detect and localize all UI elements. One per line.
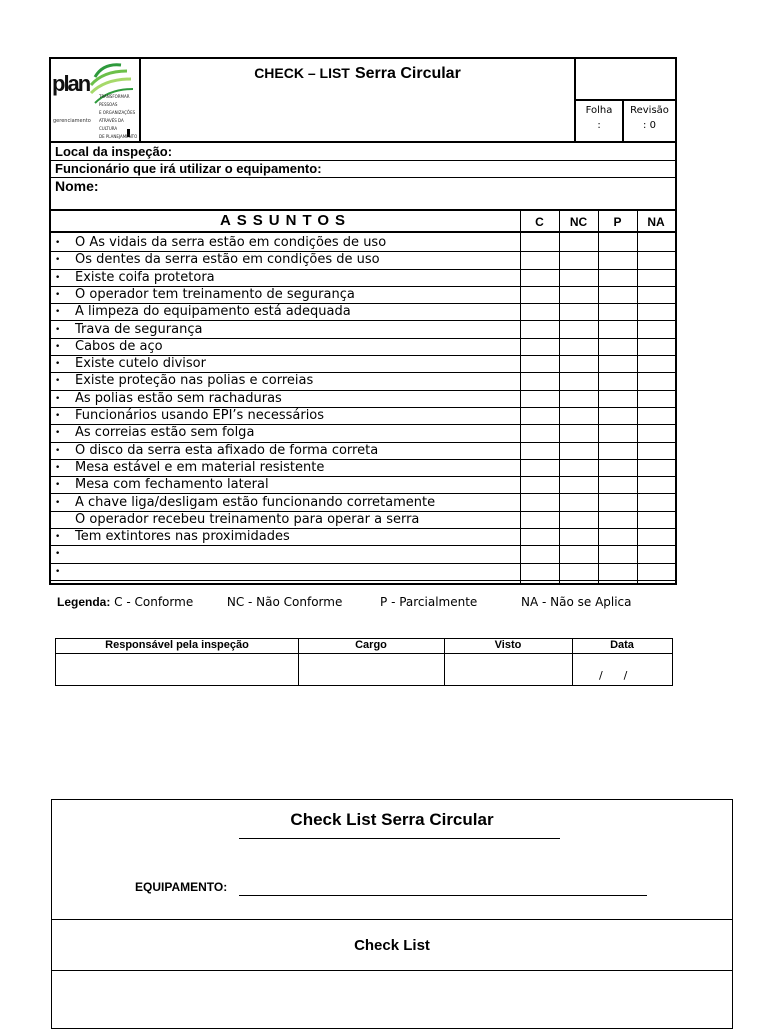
check-cell-nc[interactable] [560, 373, 598, 390]
check-cell-c[interactable] [521, 477, 559, 494]
bullet: • [55, 289, 61, 300]
check-cell-p[interactable] [599, 425, 637, 442]
legend-na: NA - Não se Aplica [520, 595, 632, 609]
check-cell-na[interactable] [638, 564, 675, 581]
check-cell-p[interactable] [599, 529, 637, 546]
check-cell-na[interactable] [638, 304, 675, 321]
legend [57, 595, 632, 609]
row-text: Funcionários usando EPI’s necessários [75, 408, 325, 423]
title-main: Serra Circular [354, 65, 461, 82]
row-text: Existe coifa protetora [75, 269, 215, 285]
legend-p: P - Parcialmente [380, 595, 478, 609]
logo-tagline: TRANSFORMAR PESSOAS E ORGANIZAÇÕES ATRAVÉS DA CULTURA DE PLANEJAMENTO [99, 94, 138, 139]
check-cell-c[interactable] [521, 235, 559, 252]
table-row [51, 408, 675, 425]
table-row [51, 443, 675, 460]
bullet: • [55, 393, 61, 404]
bullet: • [55, 566, 61, 577]
table-row [51, 287, 675, 304]
bullet: • [55, 272, 61, 283]
bullet: • [55, 324, 61, 335]
row-text: Os dentes da serra estão em condições de uso [75, 252, 380, 268]
bullet: • [55, 480, 61, 491]
row-text: Trava de segurança [75, 321, 203, 337]
bullet: • [55, 341, 61, 352]
row-text: O As vidais da serra estão em condições de uso [75, 235, 387, 250]
bullet: • [55, 307, 61, 318]
check-cell-c[interactable] [521, 373, 559, 390]
visto-input[interactable] [445, 654, 572, 685]
row-text: Mesa estável e em material resistente [75, 459, 325, 475]
legend-c: C - Conforme [114, 595, 194, 609]
funcionario-field[interactable]: Funcionário que irá utilizar o equipamento: [55, 161, 322, 176]
row-text: Existe cutelo divisor [75, 356, 206, 372]
check-cell-na[interactable] [638, 460, 675, 477]
check-cell-c[interactable] [521, 529, 559, 546]
table-row [51, 477, 675, 494]
check-cell-c[interactable] [521, 287, 559, 304]
check-cell-na[interactable] [638, 235, 675, 252]
check-cell-na[interactable] [638, 477, 675, 494]
legend-nc: NC - Não Conforme [226, 595, 343, 609]
check-cell-p[interactable] [599, 287, 637, 304]
check-cell-p[interactable] [599, 495, 637, 512]
check-cell-p[interactable] [599, 356, 637, 373]
check-cell-c[interactable] [521, 339, 559, 356]
table-row [51, 546, 675, 563]
header-na: NA [647, 215, 665, 229]
check-cell-na[interactable] [638, 512, 675, 529]
check-cell-p[interactable] [599, 460, 637, 477]
check-cell-c[interactable] [521, 495, 559, 512]
check-cell-nc[interactable] [560, 270, 598, 287]
check-cell-p[interactable] [599, 304, 637, 321]
divider [51, 177, 675, 178]
second-form-title: Check List Serra Circular [290, 810, 494, 829]
check-cell-nc[interactable] [560, 460, 598, 477]
equipamento-input[interactable] [239, 895, 647, 896]
header-nc: NC [569, 215, 588, 229]
check-cell-nc[interactable] [560, 564, 598, 581]
check-cell-c[interactable] [521, 252, 559, 269]
check-cell-p[interactable] [599, 235, 637, 252]
check-cell-p[interactable] [599, 443, 637, 460]
divider [52, 919, 732, 920]
row-text: A limpeza do equipamento está adequada [75, 304, 351, 320]
row-text: O disco da serra esta afixado de forma correta [75, 442, 379, 458]
check-cell-nc[interactable] [560, 425, 598, 442]
row-text: Tem extintores nas proximidades [75, 529, 290, 545]
check-cell-c[interactable] [521, 425, 559, 442]
check-cell-p[interactable] [599, 408, 637, 425]
check-cell-c[interactable] [521, 546, 559, 563]
check-cell-p[interactable] [599, 339, 637, 356]
check-cell-nc[interactable] [560, 287, 598, 304]
check-cell-na[interactable] [638, 287, 675, 304]
bullet: • [55, 255, 61, 266]
check-cell-p[interactable] [599, 564, 637, 581]
row-text: O operador recebeu treinamento para operar a serra [75, 511, 420, 527]
table-row [51, 460, 675, 477]
row-text: Existe proteção nas polias e correias [75, 373, 314, 389]
check-cell-na[interactable] [638, 356, 675, 373]
local-field[interactable]: Local da inspeção: [55, 144, 173, 159]
check-cell-c[interactable] [521, 322, 559, 339]
row-text: As correias estão sem folga [75, 425, 255, 441]
check-cell-p[interactable] [599, 546, 637, 563]
check-cell-c[interactable] [521, 564, 559, 581]
check-list-heading: Check List [354, 937, 430, 954]
check-cell-na[interactable] [638, 391, 675, 408]
check-cell-c[interactable] [521, 443, 559, 460]
row-text: Cabos de aço [75, 338, 163, 354]
table-row [51, 270, 675, 287]
meta-blank-cell [576, 59, 675, 101]
check-cell-nc[interactable] [560, 391, 598, 408]
equipamento-label: EQUIPAMENTO: [135, 880, 228, 894]
table-row [51, 304, 675, 321]
check-cell-nc[interactable] [560, 546, 598, 563]
logo-subtitle: gerenciamento [53, 118, 91, 124]
header-data: Data [610, 639, 634, 651]
check-cell-p[interactable] [599, 252, 637, 269]
check-cell-c[interactable] [521, 304, 559, 321]
column-divider [572, 639, 573, 685]
check-cell-na[interactable] [638, 529, 675, 546]
header-cargo: Cargo [355, 639, 387, 651]
table-row [51, 495, 675, 512]
check-cell-p[interactable] [599, 373, 637, 390]
bullet: • [55, 497, 61, 508]
bullet: • [55, 549, 61, 560]
bullet: • [55, 411, 61, 421]
inspection-info [49, 143, 677, 209]
header-visto: Visto [494, 639, 522, 651]
header-p: P [613, 215, 622, 229]
check-cell-na[interactable] [638, 252, 675, 269]
divider [52, 970, 732, 971]
check-cell-na[interactable] [638, 339, 675, 356]
check-cell-c[interactable] [521, 460, 559, 477]
check-cell-c[interactable] [521, 270, 559, 287]
bullet: • [55, 238, 61, 248]
table-row [51, 529, 675, 546]
cargo-input[interactable] [299, 654, 444, 685]
bullet: • [55, 428, 61, 439]
check-cell-na[interactable] [638, 373, 675, 390]
table-row [51, 235, 675, 252]
header-responsavel: Responsável pela inspeção [105, 639, 249, 651]
header-c: C [535, 215, 544, 229]
title-prefix: CHECK – LIST [254, 65, 350, 81]
bullet: • [55, 462, 61, 473]
table-row [51, 252, 675, 269]
row-text: O operador tem treinamento de segurança [75, 286, 355, 302]
bullet: • [55, 532, 61, 543]
check-cell-nc[interactable] [560, 512, 598, 529]
second-form [51, 799, 733, 1029]
check-cell-p[interactable] [599, 270, 637, 287]
row-text: A chave liga/desligam estão funcionando corretamente [75, 494, 436, 510]
check-cell-na[interactable] [638, 495, 675, 512]
check-cell-na[interactable] [638, 270, 675, 287]
check-cell-nc[interactable] [560, 408, 598, 425]
document-title [141, 59, 576, 141]
table-row [51, 512, 675, 529]
table-row [51, 356, 675, 373]
check-cell-nc[interactable] [560, 339, 598, 356]
legend-label: Legenda: [57, 595, 111, 609]
row-text: Mesa com fechamento lateral [75, 477, 269, 493]
checklist-table [49, 209, 677, 585]
check-cell-nc[interactable] [560, 477, 598, 494]
data-input[interactable]: / / [599, 669, 628, 682]
signature-table [55, 638, 673, 686]
document-meta [576, 59, 675, 141]
bullet: • [55, 376, 61, 387]
folha-cell: Folha : [576, 101, 624, 141]
logo-wordmark: plan [52, 71, 90, 96]
check-cell-na[interactable] [638, 443, 675, 460]
revisao-cell: Revisão : 0 [630, 105, 669, 131]
table-row [51, 339, 675, 356]
check-cell-na[interactable] [638, 425, 675, 442]
table-row [51, 373, 675, 390]
check-cell-nc[interactable] [560, 252, 598, 269]
bullet: • [55, 359, 61, 370]
title-underline [239, 838, 560, 839]
check-cell-p[interactable] [599, 322, 637, 339]
bullet: • [55, 445, 61, 456]
table-row [51, 322, 675, 339]
check-cell-na[interactable] [638, 408, 675, 425]
table-row [51, 564, 675, 581]
row-divider [51, 580, 675, 581]
check-cell-na[interactable] [638, 322, 675, 339]
check-cell-c[interactable] [521, 356, 559, 373]
header-assuntos: ASSUNTOS [219, 212, 352, 229]
check-cell-nc[interactable] [560, 235, 598, 252]
check-cell-na[interactable] [638, 546, 675, 563]
check-cell-p[interactable] [599, 391, 637, 408]
row-text: As polias estão sem rachaduras [75, 390, 282, 406]
responsavel-input[interactable] [56, 654, 298, 685]
check-cell-c[interactable] [521, 512, 559, 529]
table-header [51, 211, 675, 233]
check-cell-nc[interactable] [560, 529, 598, 546]
check-cell-nc[interactable] [560, 356, 598, 373]
document-header [49, 57, 677, 143]
check-cell-nc[interactable] [560, 322, 598, 339]
nome-field[interactable]: Nome: [55, 178, 99, 194]
check-cell-nc[interactable] [560, 304, 598, 321]
company-logo [51, 59, 141, 141]
check-cell-c[interactable] [521, 391, 559, 408]
check-cell-nc[interactable] [560, 495, 598, 512]
check-cell-p[interactable] [599, 477, 637, 494]
table-row [51, 391, 675, 408]
check-cell-p[interactable] [599, 512, 637, 529]
check-cell-nc[interactable] [560, 443, 598, 460]
table-row [51, 425, 675, 442]
check-cell-c[interactable] [521, 408, 559, 425]
